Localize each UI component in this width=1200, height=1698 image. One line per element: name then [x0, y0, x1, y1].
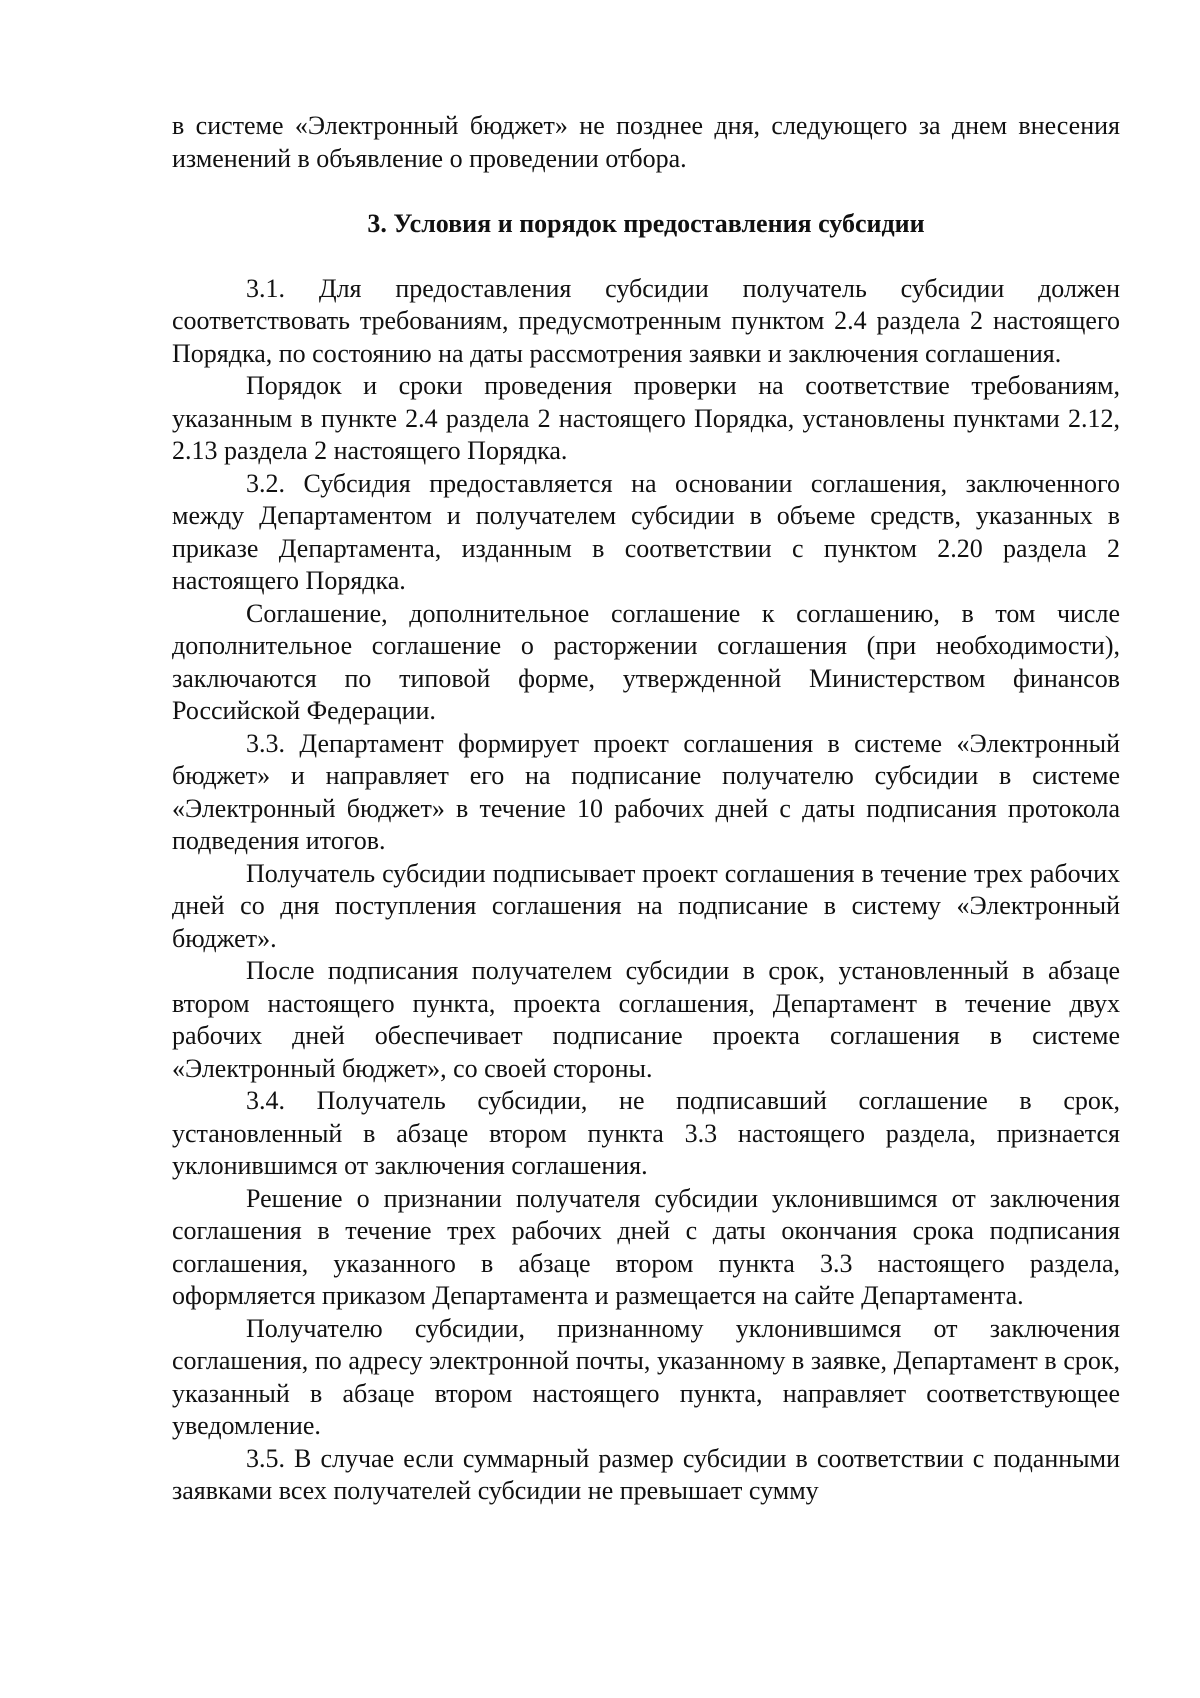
paragraph-3-1-procedure: Порядок и сроки проведения проверки на соответствие требованиям, указанным в пункте 2.4 раздела 2 настоящего Порядка, установлены пунктами 2.12, 2.13 раздела 2 настоящего Порядка.	[172, 371, 1120, 465]
document-page	[172, 110, 1120, 1508]
paragraph-3-4: 3.4. Получатель субсидии, не подписавший соглашение в срок, установленный в абзаце втором пункта 3.3 настоящего раздела, признается уклонившимся от заключения соглашения.	[172, 1086, 1120, 1180]
paragraph-3-4-decision: Решение о признании получателя субсидии уклонившимся от заключения соглашения в течение трех рабочих дней с даты окончания срока подписания соглашения, указанного в абзаце втором пункта 3.3 настоящего раздела, оформляется приказом Департамента и размещается на сайте Департамента.	[172, 1183, 1120, 1310]
paragraph-3-1: 3.1. Для предоставления субсидии получатель субсидии должен соответствовать требованиям, предусмотренным пунктом 2.4 раздела 2 настоящего Порядка, по состоянию на даты рассмотрения заявки и заключения соглашения.	[172, 273, 1120, 368]
paragraph-3-2: 3.2. Субсидия предоставляется на основании соглашения, заключенного между Департаментом и получателем субсидии в объеме средств, указанных в приказе Департамента, изданным в соответствии с пунктом 2.20 раздела 2 настоящего Порядка.	[172, 468, 1120, 595]
paragraph-3-3-signing: Получатель субсидии подписывает проект соглашения в течение трех рабочих дней со дня поступления соглашения на подписание в систему «Электронный бюджет».	[172, 858, 1120, 953]
paragraph-3-5: 3.5. В случае если суммарный размер субсидии в соответствии с поданными заявками всех получателей субсидии не превышает сумму	[172, 1443, 1120, 1505]
paragraph-3-2-agreement-form: Соглашение, дополнительное соглашение к соглашению, в том числе дополнительное соглашение о расторжении соглашения (при необходимости), заключаются по типовой форме, утвержденной Министерством финансов Российской Федерации.	[172, 598, 1120, 725]
continuation-paragraph: в системе «Электронный бюджет» не позднее дня, следующего за днем внесения изменений в объявление о проведении отбора.	[172, 111, 1120, 173]
section-heading: 3. Условия и порядок предоставления субсидии	[367, 209, 925, 238]
paragraph-3-4-notification: Получателю субсидии, признанному уклонившимся от заключения соглашения, по адресу электронной почты, указанному в заявке, Департамент в срок, указанный в абзаце втором настоящего пункта, направляет соответствующее уведомление.	[172, 1313, 1120, 1440]
paragraph-3-3: 3.3. Департамент формирует проект соглашения в системе «Электронный бюджет» и направляет его на подписание получателю субсидии в системе «Электронный бюджет» в течение 10 рабочих дней с даты подписания протокола подведения итогов.	[172, 728, 1120, 855]
paragraph-3-3-department-signing: После подписания получателем субсидии в срок, установленный в абзаце втором настоящего пункта, проекта соглашения, Департамент в течение двух рабочих дней обеспечивает подписание проекта соглашения в системе «Электронный бюджет», со своей стороны.	[172, 956, 1120, 1083]
